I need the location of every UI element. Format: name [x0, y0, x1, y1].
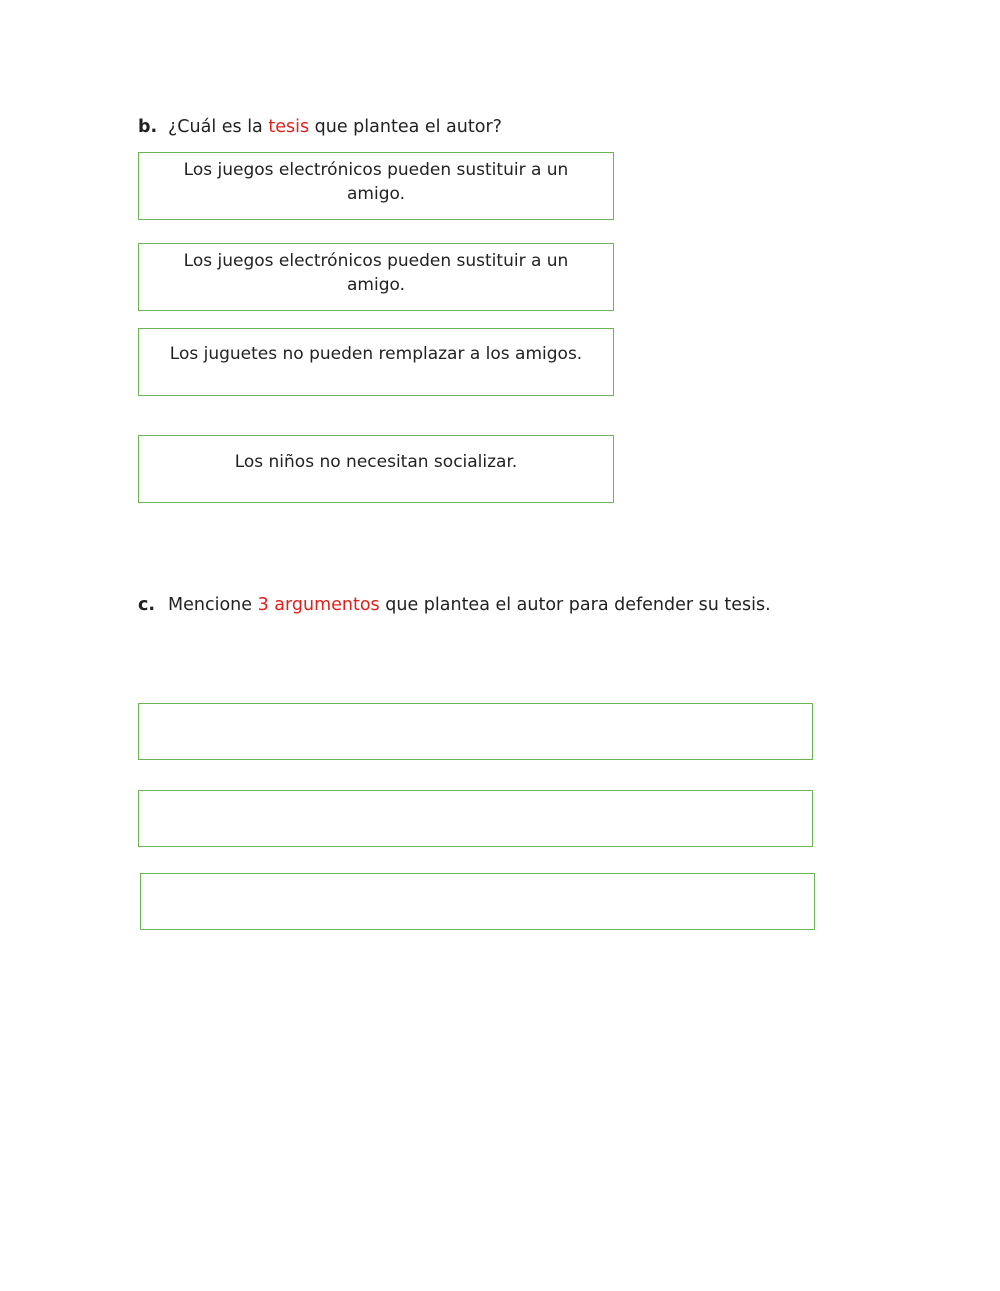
option-2-label: Los juegos electrónicos pueden sustituir a un amigo. [183, 251, 569, 295]
option-1-label: Los juegos electrónicos pueden sustituir a un amigo. [183, 160, 569, 204]
answer-input-1[interactable] [139, 704, 812, 759]
question-b-highlight: tesis [268, 117, 310, 137]
option-3[interactable] [138, 328, 614, 396]
question-b-text-after: que plantea el autor? [309, 117, 502, 137]
option-4[interactable] [138, 435, 614, 503]
question-c-letter: c. [138, 595, 156, 615]
question-c-text-after: que plantea el autor para defender su tesis. [379, 595, 771, 615]
answer-box-3 [140, 873, 815, 930]
option-3-label: Los juguetes no pueden remplazar a los amigos. [169, 344, 583, 364]
option-2[interactable] [138, 243, 614, 311]
answer-input-2[interactable] [139, 791, 812, 846]
option-4-label: Los niños no necesitan socializar. [234, 452, 518, 472]
answer-box-2 [138, 790, 813, 847]
question-c-text-before: Mencione [168, 595, 258, 615]
answer-input-3[interactable] [141, 874, 814, 929]
question-b-text-before: ¿Cuál es la [168, 117, 269, 137]
question-b-letter: b. [138, 117, 158, 137]
question-b [138, 115, 502, 139]
question-c [138, 593, 771, 617]
answer-box-1 [138, 703, 813, 760]
option-1[interactable] [138, 152, 614, 220]
question-c-highlight: 3 argumentos [257, 595, 380, 615]
